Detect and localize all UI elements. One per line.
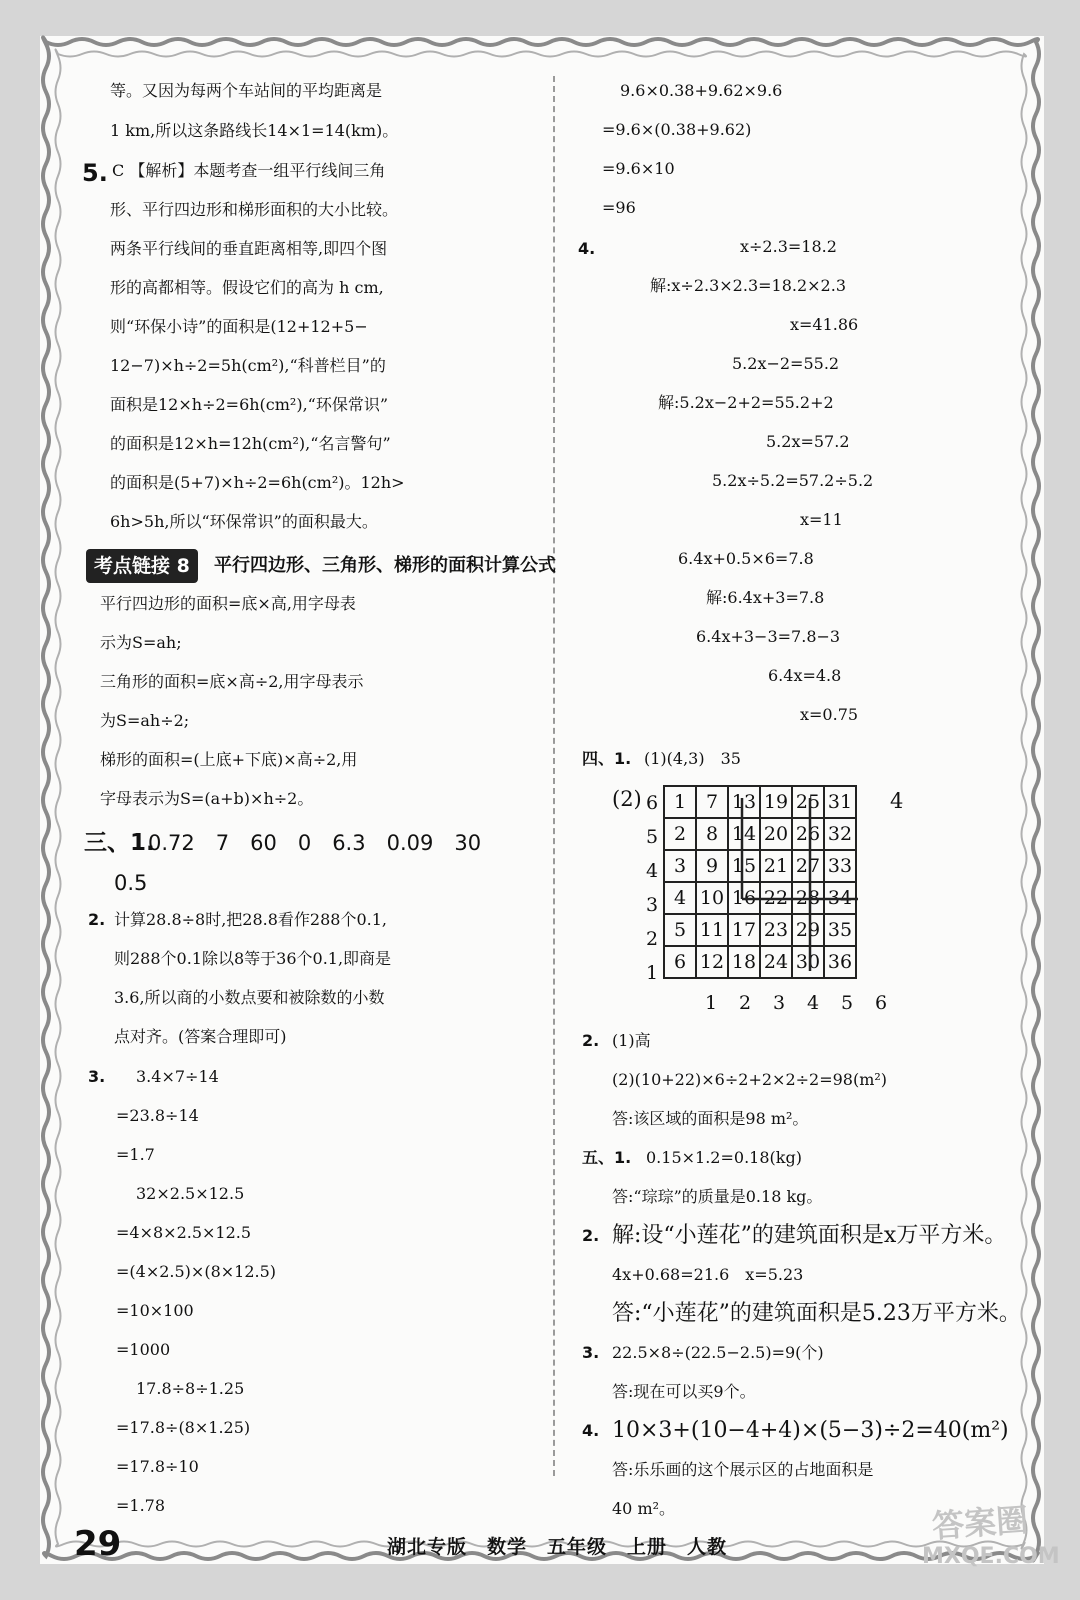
- grid-cell: 3: [664, 850, 696, 882]
- grid-cell: 9: [696, 850, 728, 882]
- answer-line: 0.72 7 60 0 6.3 0.09 30: [148, 831, 482, 855]
- text-line: 3.6,所以商的小数点要和被除数的小数: [114, 988, 385, 1007]
- text-line: 两条平行线间的垂直距离相等,即四个图: [110, 239, 388, 258]
- grid-cell: 32: [824, 818, 856, 850]
- equation-line: x=41.86: [790, 315, 859, 334]
- grid-cell: 31: [824, 786, 856, 818]
- grid-x-label: 1: [705, 992, 718, 1014]
- grid-cell: 10: [696, 882, 728, 914]
- page-number: 29: [74, 1524, 122, 1564]
- calc-line: 32×2.5×12.5: [136, 1184, 245, 1203]
- text-line: 字母表示为S=(a+b)×h÷2。: [100, 789, 314, 808]
- answer-line: (2)(10+22)×6÷2+2×2÷2=98(m²): [612, 1070, 888, 1089]
- grid-y-label: 5: [646, 826, 659, 848]
- answer-line: 答:该区域的面积是98 m²。: [612, 1109, 809, 1128]
- grid-cell: 18: [728, 946, 760, 978]
- grid-cell: 35: [824, 914, 856, 946]
- grid-cell: 2: [664, 818, 696, 850]
- watermark-logo: 答案圈: [930, 1500, 1030, 1546]
- calc-line: =4×8×2.5×12.5: [116, 1223, 252, 1242]
- question-number: 3.: [88, 1067, 106, 1086]
- grid-cell: 33: [824, 850, 856, 882]
- calc-line: 9.6×0.38+9.62×9.6: [620, 81, 783, 100]
- grid-x-label: 5: [841, 992, 854, 1014]
- answer-line: 40 m²。: [612, 1499, 676, 1518]
- calc-line: 3.4×7÷14: [136, 1067, 219, 1086]
- grid-cell: 11: [696, 914, 728, 946]
- text-line: 的面积是12×h=12h(cm²),“名言警句”: [110, 434, 391, 453]
- calc-line: =9.6×(0.38+9.62): [602, 120, 752, 139]
- text-line: 梯形的面积=(上底+下底)×高÷2,用: [100, 750, 358, 769]
- answer-line: 答:“琮琮”的质量是0.18 kg。: [612, 1187, 823, 1206]
- grid-cell: 30: [792, 946, 824, 978]
- grid-x-label: 6: [875, 992, 888, 1014]
- question-number: 5.: [82, 159, 108, 187]
- equation-line: 5.2x=57.2: [766, 432, 850, 451]
- grid-cell: 36: [824, 946, 856, 978]
- text-line: 示为S=ah;: [100, 633, 182, 652]
- book-info: 湖北专版 数学 五年级 上册 人教: [387, 1536, 728, 1558]
- grid-cell: 29: [792, 914, 824, 946]
- grid-cell: 1: [664, 786, 696, 818]
- answer-line: 答:“小莲花”的建筑面积是5.23万平方米。: [612, 1301, 1021, 1326]
- calc-line: =10×100: [116, 1301, 194, 1320]
- grid-x-label: 3: [773, 992, 786, 1014]
- calc-line: =96: [602, 198, 636, 217]
- grid-cell: 4: [664, 882, 696, 914]
- grid-cell: 34: [824, 882, 856, 914]
- grid-y-label: 3: [646, 894, 659, 916]
- answer-line: (1)高: [612, 1031, 651, 1050]
- grid-cell: 24: [760, 946, 792, 978]
- text-line: 6h>5h,所以“环保常识”的面积最大。: [110, 512, 378, 531]
- grid-cell: 5: [664, 914, 696, 946]
- question-number: 4.: [578, 239, 596, 258]
- grid-cell: 13: [728, 786, 760, 818]
- answer-label: 4: [890, 789, 904, 813]
- calc-line: =23.8÷14: [116, 1106, 199, 1125]
- equation-line: x=11: [800, 510, 843, 529]
- knowledge-point-title: 平行四边形、三角形、梯形的面积计算公式: [214, 555, 556, 576]
- question-number: 2.: [582, 1031, 600, 1050]
- section-heading: 四、1.: [582, 749, 632, 768]
- section-heading: 三、1.: [84, 830, 155, 856]
- grid-cell: 6: [664, 946, 696, 978]
- watermark-url: MXQE.COM: [922, 1544, 1060, 1569]
- grid-cell: 12: [696, 946, 728, 978]
- equation-line: 5.2x−2=55.2: [732, 354, 840, 373]
- grid-y-label: 1: [646, 962, 659, 984]
- grid-cell: 28: [792, 882, 824, 914]
- text-line: 则“环保小诗”的面积是(12+12+5−: [110, 317, 368, 336]
- calc-line: =17.8÷(8×1.25): [116, 1418, 251, 1437]
- grid-cell: 22: [760, 882, 792, 914]
- grid-y-label: 4: [646, 860, 659, 882]
- equation-line: 6.4x=4.8: [768, 666, 842, 685]
- answer-line: 22.5×8÷(22.5−2.5)=9(个): [612, 1343, 824, 1362]
- knowledge-point-badge: 考点链接 8: [86, 549, 198, 583]
- question-number: 2.: [88, 910, 106, 929]
- grid-x-label: 4: [807, 992, 820, 1014]
- text-line: 为S=ah÷2;: [100, 711, 190, 730]
- equation-line: 解:x÷2.3×2.3=18.2×2.3: [650, 276, 847, 295]
- question-number: 3.: [582, 1343, 600, 1362]
- text-line: 点对齐。(答案合理即可): [114, 1027, 287, 1046]
- grid-cell: 8: [696, 818, 728, 850]
- grid-cell: 7: [696, 786, 728, 818]
- question-number: 4.: [582, 1421, 600, 1440]
- text-line: 12−7)×h÷2=5h(cm²),“科普栏目”的: [110, 356, 386, 375]
- calc-line: =17.8÷10: [116, 1457, 199, 1476]
- equation-line: x=0.75: [800, 705, 859, 724]
- grid-cell: 14: [728, 818, 760, 850]
- grid-y-label: 2: [646, 928, 659, 950]
- equation-line: x÷2.3=18.2: [740, 237, 837, 256]
- text-line: 则288个0.1除以8等于36个0.1,即商是: [114, 949, 392, 968]
- answer-line: 答:乐乐画的这个展示区的占地面积是: [612, 1460, 874, 1479]
- text-line: 三角形的面积=底×高÷2,用字母表示: [100, 672, 364, 691]
- grid-cell: 23: [760, 914, 792, 946]
- calc-line: =1000: [116, 1340, 171, 1359]
- answer-line: 0.15×1.2=0.18(kg): [646, 1148, 802, 1167]
- calc-line: =9.6×10: [602, 159, 675, 178]
- text-line: 形、平行四边形和梯形面积的大小比较。: [110, 200, 399, 219]
- answer-line: 10×3+(10−4+4)×(5−3)÷2=40(m²): [612, 1418, 1009, 1443]
- answer-line: 0.5: [114, 871, 148, 895]
- grid-cell: 21: [760, 850, 792, 882]
- equation-line: 解:5.2x−2+2=55.2+2: [658, 393, 834, 412]
- grid-cell: 16: [728, 882, 760, 914]
- text-line: 计算28.8÷8时,把28.8看作288个0.1,: [114, 910, 387, 929]
- text-line: 形的高都相等。假设它们的高为 h cm,: [110, 278, 384, 297]
- equation-line: 5.2x÷5.2=57.2÷5.2: [712, 471, 874, 490]
- text-line: 1 km,所以这条路线长14×1=14(km)。: [110, 121, 399, 140]
- equation-line: 6.4x+0.5×6=7.8: [678, 549, 814, 568]
- text-line: 面积是12×h÷2=6h(cm²),“环保常识”: [110, 395, 389, 414]
- question-number: 2.: [582, 1226, 600, 1245]
- section-heading: 五、1.: [582, 1148, 632, 1167]
- grid-cell: 20: [760, 818, 792, 850]
- calc-line: =1.7: [116, 1145, 155, 1164]
- equation-line: 解:6.4x+3=7.8: [706, 588, 825, 607]
- grid-cell: 27: [792, 850, 824, 882]
- answer-line: 4x+0.68=21.6 x=5.23: [612, 1265, 804, 1284]
- text-line: 平行四边形的面积=底×高,用字母表: [100, 594, 356, 613]
- calc-line: 17.8÷8÷1.25: [136, 1379, 245, 1398]
- calc-line: =(4×2.5)×(8×12.5): [116, 1262, 277, 1281]
- grid-cell: 25: [792, 786, 824, 818]
- grid-cell: 26: [792, 818, 824, 850]
- grid-cell: 15: [728, 850, 760, 882]
- text-line: C 【解析】本题考查一组平行线间三角: [112, 161, 386, 180]
- answer-line: 答:现在可以买9个。: [612, 1382, 756, 1401]
- grid-y-label: 6: [646, 792, 659, 814]
- grid-cell: 19: [760, 786, 792, 818]
- text-line: 等。又因为每两个车站间的平均距离是: [110, 81, 383, 100]
- grid-cell: 17: [728, 914, 760, 946]
- answer-line: 解:设“小莲花”的建筑面积是x万平方米。: [612, 1223, 1007, 1248]
- grid-x-label: 2: [739, 992, 752, 1014]
- calc-line: =1.78: [116, 1496, 166, 1515]
- answer-line: (1)(4,3) 35: [644, 749, 741, 768]
- equation-line: 6.4x+3−3=7.8−3: [696, 627, 841, 646]
- answer-label: (2): [612, 787, 642, 811]
- text-line: 的面积是(5+7)×h÷2=6h(cm²)。12h>: [110, 473, 405, 492]
